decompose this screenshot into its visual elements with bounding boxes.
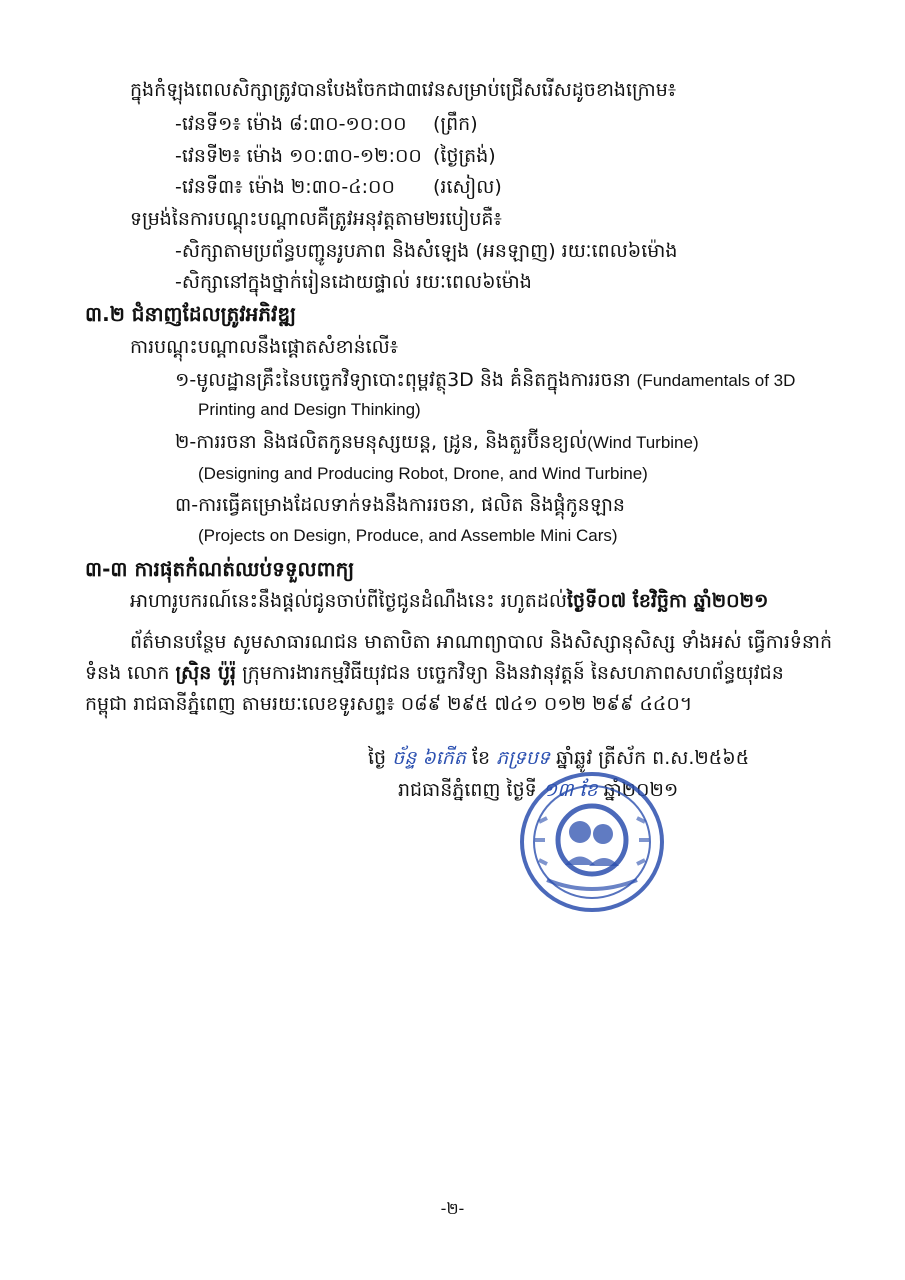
solar-suffix: ឆ្នាំ២០២១ — [603, 779, 679, 801]
page-number: -២- — [440, 1199, 465, 1218]
lunar-day-handwritten: ច័ន្ទ ៦កើត — [392, 747, 466, 769]
session-1-label: -វេនទី១៖ ម៉ោង ៨:៣០-១០:០០ — [175, 113, 407, 135]
lunar-year: ឆ្នាំឆ្លូវ ត្រីស័ក ព.ស.២៥៦៥ — [556, 747, 750, 769]
session-3-period: (រសៀល) — [433, 176, 502, 198]
skill-item-3-en-b: (Projects on Design, Produce, and Assemble Mini Cars) — [198, 526, 618, 545]
lunar-month-handwritten: ភទ្របទ — [496, 747, 550, 769]
session-1-period: (ព្រឹក) — [433, 113, 478, 135]
deadline-text — [130, 587, 768, 615]
session-3-label: -វេនទី៣៖ ម៉ោង ២:៣០-៤:០០ — [175, 176, 395, 198]
session-2-label: -វេនទី២៖ ម៉ោង ១០:៣០-១២:០០ — [175, 145, 422, 167]
solar-prefix: រាជធានីភ្នំពេញ ថ្ងៃទី — [398, 779, 537, 801]
skill-item-1-en-b: Printing and Design Thinking) — [198, 400, 421, 419]
section-3-3-heading: ៣-៣ ការផុតកំណត់ឈប់ទទួលពាក្យ — [85, 557, 355, 581]
skill-item-2-km: ២-ការរចនា និងផលិតកូនមនុស្សយន្ត, ដ្រូន, និងតួរប៊ីនខ្យល់ — [175, 431, 588, 453]
section-3-2-heading: ៣.២ ជំនាញដែលត្រូវអភិវឌ្ឍ — [85, 302, 297, 326]
contact-line-1: ព័ត៌មានបន្ថែម សូមសាធារណជន មាតាបិតា អាណាព្យាបាល និងសិស្សានុសិស្ស ទាំងអស់ ធ្វើការទំនាក់ — [130, 631, 833, 653]
contact-line-2-b: ក្រុមការងារកម្មវិធីយុវជន បច្ចេកវិទ្យា និងនវានុវត្តន៍ នៃសហភាពសហព័ន្ធយុវជន — [242, 662, 784, 684]
contact-line-3: កម្ពុជា រាជធានីភ្នំពេញ តាមរយៈលេខទូរសព្ទ៖ ០៨៩ ២៩៥ ៧៤១ ០១២ ២៩៩ ៤៤០។ — [85, 693, 693, 715]
deadline-body: អាហារូបករណ៍នេះនឹងផ្តល់ជូនចាប់ពីថ្ងៃជូនដំណឹងនេះ រហូតដល់ — [130, 590, 567, 612]
deadline-date: ថ្ងៃទី០៧ ខែវិច្ឆិកា ឆ្នាំ២០២១ — [566, 590, 769, 612]
skill-item-2 — [175, 428, 699, 457]
skill-item-3-km: ៣-ការធ្វើគម្រោងដែលទាក់ទងនឹងការរចនា, ផលិត និងផ្គុំកូនឡាន — [175, 494, 625, 516]
format-item-online: -សិក្សាតាមប្រព័ន្ធបញ្ជូនរូបភាព និងសំឡេង (អនឡាញ) រយៈពេល៦ម៉ោង — [175, 240, 678, 262]
format-item-classroom: -សិក្សានៅក្នុងថ្នាក់រៀនដោយផ្ទាល់ រយៈពេល៦ម៉ោង — [175, 271, 532, 293]
official-seal — [517, 770, 667, 915]
skill-item-1 — [175, 366, 795, 395]
session-2-period: (ថ្ងៃត្រង់) — [433, 145, 496, 167]
sessions-intro: ក្នុងកំឡុងពេលសិក្សាត្រូវបានបែងចែកជា៣វេនសម្រាប់ជ្រើសរើសដូចខាងក្រោម៖ — [130, 79, 677, 101]
skill-item-1-en-a: (Fundamentals of 3D — [636, 371, 796, 390]
session-1 — [175, 110, 478, 138]
skill-item-2-en-a: (Wind Turbine) — [587, 433, 699, 452]
skill-item-1-km: ១-មូលដ្ឋានគ្រឹះនៃបច្ចេកវិទ្យាបោះពុម្ពវត្ថុ3D និង គំនិតក្នុងការរចនា — [175, 369, 631, 391]
lunar-month-prefix: ខែ — [471, 747, 491, 769]
session-3 — [175, 173, 502, 201]
lunar-prefix: ថ្ងៃ — [368, 747, 387, 769]
session-2 — [175, 142, 496, 170]
skill-item-2-en-b: (Designing and Producing Robot, Drone, and Wind Turbine) — [198, 464, 648, 483]
lunar-date — [368, 744, 749, 772]
section-3-2-intro: ការបណ្តុះបណ្តាលនឹងផ្តោតសំខាន់លើ៖ — [130, 336, 399, 358]
solar-handwritten: ១៣ ខែ — [542, 779, 598, 801]
contact-line-2 — [85, 659, 784, 687]
format-intro: ទម្រង់នៃការបណ្តុះបណ្តាលគឺត្រូវអនុវត្តតាម២របៀបគឺ៖ — [130, 208, 502, 230]
contact-person-name: ស៊្រិន ប៉ូរ៉ុ — [175, 662, 237, 684]
contact-line-2-a: ទំនង លោក — [85, 662, 170, 684]
